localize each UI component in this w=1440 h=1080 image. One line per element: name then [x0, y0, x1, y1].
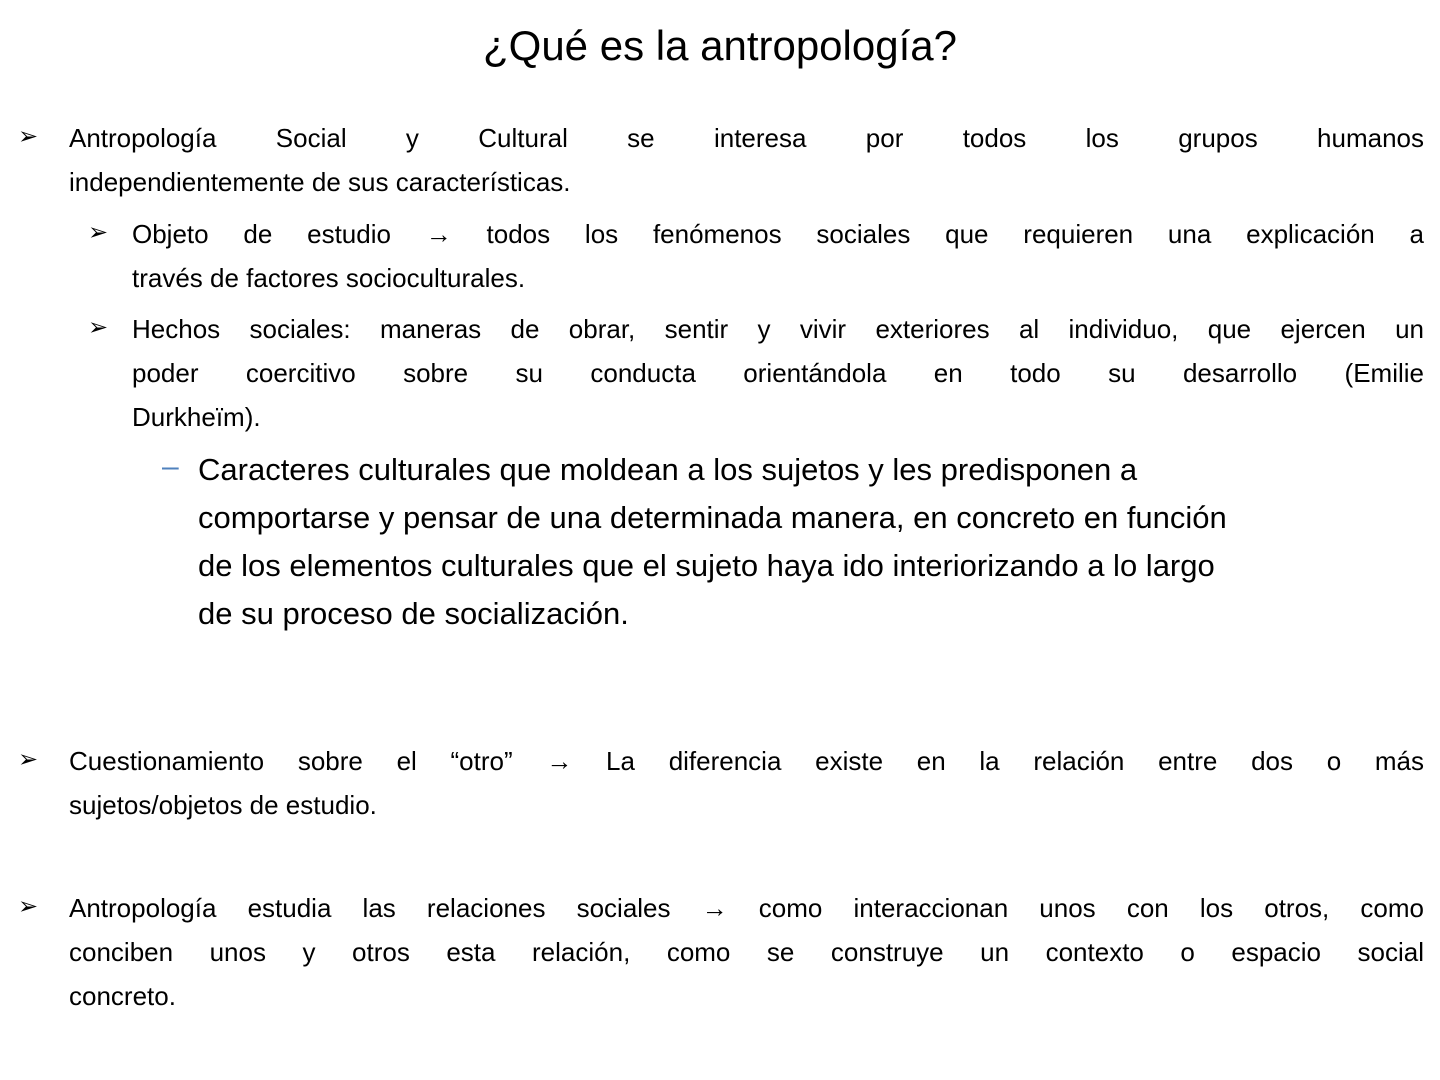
text-line: Cuestionamiento sobre el “otro” → La diferencia existe en la relación entre dos o más: [69, 746, 1424, 776]
bullet-cuestionamiento-otro: [69, 739, 1424, 827]
arrow-bullet-icon: ➢: [18, 122, 39, 150]
arrow-bullet-icon: ➢: [18, 745, 39, 773]
text-line: independientemente de sus características.: [69, 167, 571, 197]
text-line: comportarse y pensar de una determinada manera, en concreto en función: [198, 500, 1227, 535]
text-line: Objeto de estudio → todos los fenómenos sociales que requieren una explicación a: [132, 219, 1424, 249]
text-line: conciben unos y otros esta relación, como se construye un contexto o espacio social: [69, 937, 1424, 967]
text-line: Antropología Social y Cultural se interesa por todos los grupos humanos: [69, 123, 1424, 153]
arrow-bullet-icon: ➢: [88, 218, 109, 246]
bullet-relaciones-sociales: [69, 886, 1424, 1018]
text-line: de su proceso de socialización.: [198, 596, 629, 631]
text-line: Durkheïm).: [132, 402, 261, 432]
text-line: Caracteres culturales que moldean a los sujetos y les predisponen a: [198, 452, 1138, 487]
text-line: sujetos/objetos de estudio.: [69, 790, 377, 820]
text-line: poder coercitivo sobre su conducta orientándola en todo su desarrollo (Emilie: [132, 358, 1424, 388]
text-line: concreto.: [69, 981, 176, 1011]
bullet-objeto-estudio: [132, 212, 1424, 300]
text-line: de los elementos culturales que el sujeto haya ido interiorizando a lo largo: [198, 548, 1215, 583]
dash-bullet-icon: –: [162, 450, 179, 483]
slide-title: ¿Qué es la antropología?: [483, 22, 957, 69]
text-line: través de factores socioculturales.: [132, 263, 526, 293]
text-line: Antropología estudia las relaciones sociales → como interaccionan unos con los otros, como: [69, 893, 1424, 923]
arrow-bullet-icon: ➢: [88, 313, 109, 341]
text-line: Hechos sociales: maneras de obrar, sentir y vivir exteriores al individuo, que ejercen un: [132, 314, 1424, 344]
arrow-bullet-icon: ➢: [18, 892, 39, 920]
bullet-hechos-sociales: [132, 307, 1424, 439]
bullet-caracteres-culturales: [198, 446, 1424, 638]
bullet-social-cultural: [69, 116, 1424, 204]
